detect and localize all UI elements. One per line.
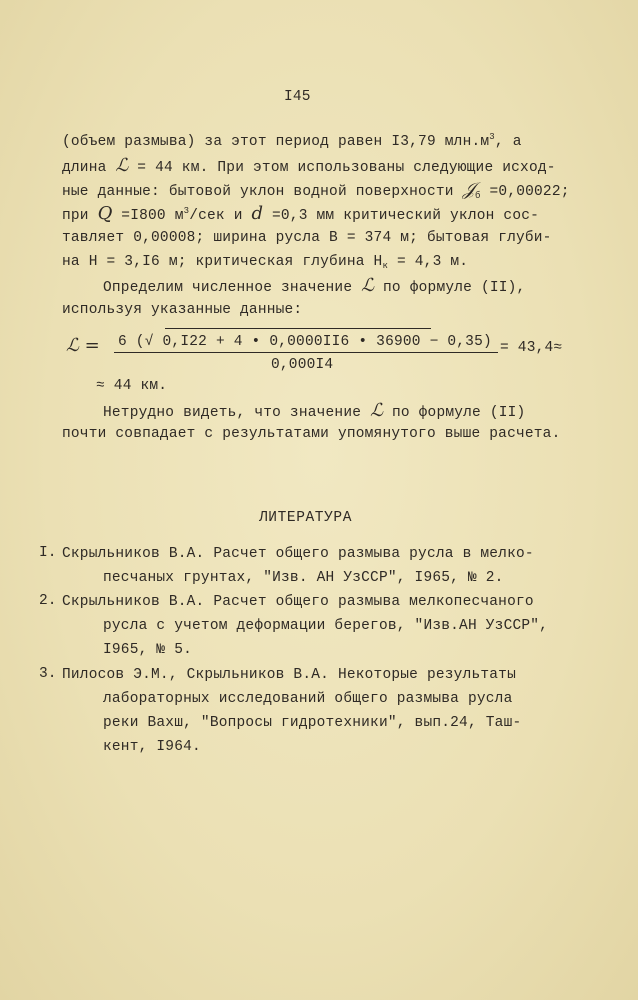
sqrt-sign: √ <box>144 334 154 350</box>
p2-line-2: используя указанные данные: <box>62 302 303 318</box>
p1-line-5: тавляет 0,00008; ширина русла В = 374 м; бытовая глуби- <box>62 230 552 246</box>
symbol-Q: Q <box>97 203 113 224</box>
literature-line: реки Вахш, "Вопросы гидротехники", вып.24, Таш- <box>103 715 522 731</box>
literature-heading: ЛИТЕРАТУРА <box>259 510 353 526</box>
literature-number: I. <box>39 545 57 561</box>
p3-line-1: Нетрудно видеть, что значение ℒ по формуле (II) <box>103 400 526 421</box>
literature-line: Скрыльников В.А. Расчет общего размыва русла в мелко- <box>62 546 534 562</box>
page-number: I45 <box>284 89 311 105</box>
formula-line-2: ≈ 44 км. <box>96 378 168 394</box>
symbol-L: ℒ <box>115 155 129 176</box>
literature-line: песчаных грунтах, "Изв. АН УзССР", I965, № 2. <box>103 570 504 586</box>
symbol-J: 𝒥 <box>462 179 475 200</box>
formula-lhs: ℒ = <box>66 335 100 356</box>
literature-line: кент, I964. <box>103 739 201 755</box>
literature-line: русла с учетом деформации берегов, "Изв.АН УзССР", <box>103 618 549 634</box>
formula-result: = 43,4≈ <box>500 340 563 356</box>
literature-number: 3. <box>39 666 57 682</box>
formula-denominator: 0,000I4 <box>271 357 334 373</box>
p3-line-2: почти совпадает с результатами упомянутого выше расчета. <box>62 426 561 442</box>
p1-line-2: длина ℒ = 44 км. При этом использованы следующие исход- <box>62 155 556 176</box>
literature-line: Скрыльников В.А. Расчет общего размыва мелкопесчаного <box>62 594 534 610</box>
p1-line-6: на Н = 3,I6 м; критическая глубина $Н_к = 4,3$ м. <box>62 254 469 271</box>
sqrt-overline <box>165 328 431 329</box>
p2-line-1: Определим численное значение ℒ по формуле (II), <box>103 275 526 296</box>
symbol-L: ℒ <box>361 275 375 296</box>
symbol-d: d <box>251 203 264 224</box>
formula-numerator: 6 (√ 0,I22 + 4 • 0,0000II6 • 36900 − 0,35) <box>118 334 492 350</box>
literature-line: I965, № 5. <box>103 642 193 658</box>
p1-line-4: при Q =I800 $м^3$/сек и d =0,3 мм критический уклон сос- <box>62 203 540 224</box>
symbol-L: ℒ <box>370 400 384 421</box>
literature-number: 2. <box>39 593 57 609</box>
p1-line-1: (объем размыва) за этот период равен I3,79 $млн.м^3$, а <box>62 132 522 150</box>
literature-line: лабораторных исследований общего размыва русла <box>103 691 513 707</box>
fraction-bar <box>114 352 498 353</box>
p1-line-3: ные данные: бытовой уклон водной поверхности 𝒥$_б$ =0,00022; <box>62 179 570 201</box>
literature-line: Пилосов Э.М., Скрыльников В.А. Некоторые результаты <box>62 667 516 683</box>
